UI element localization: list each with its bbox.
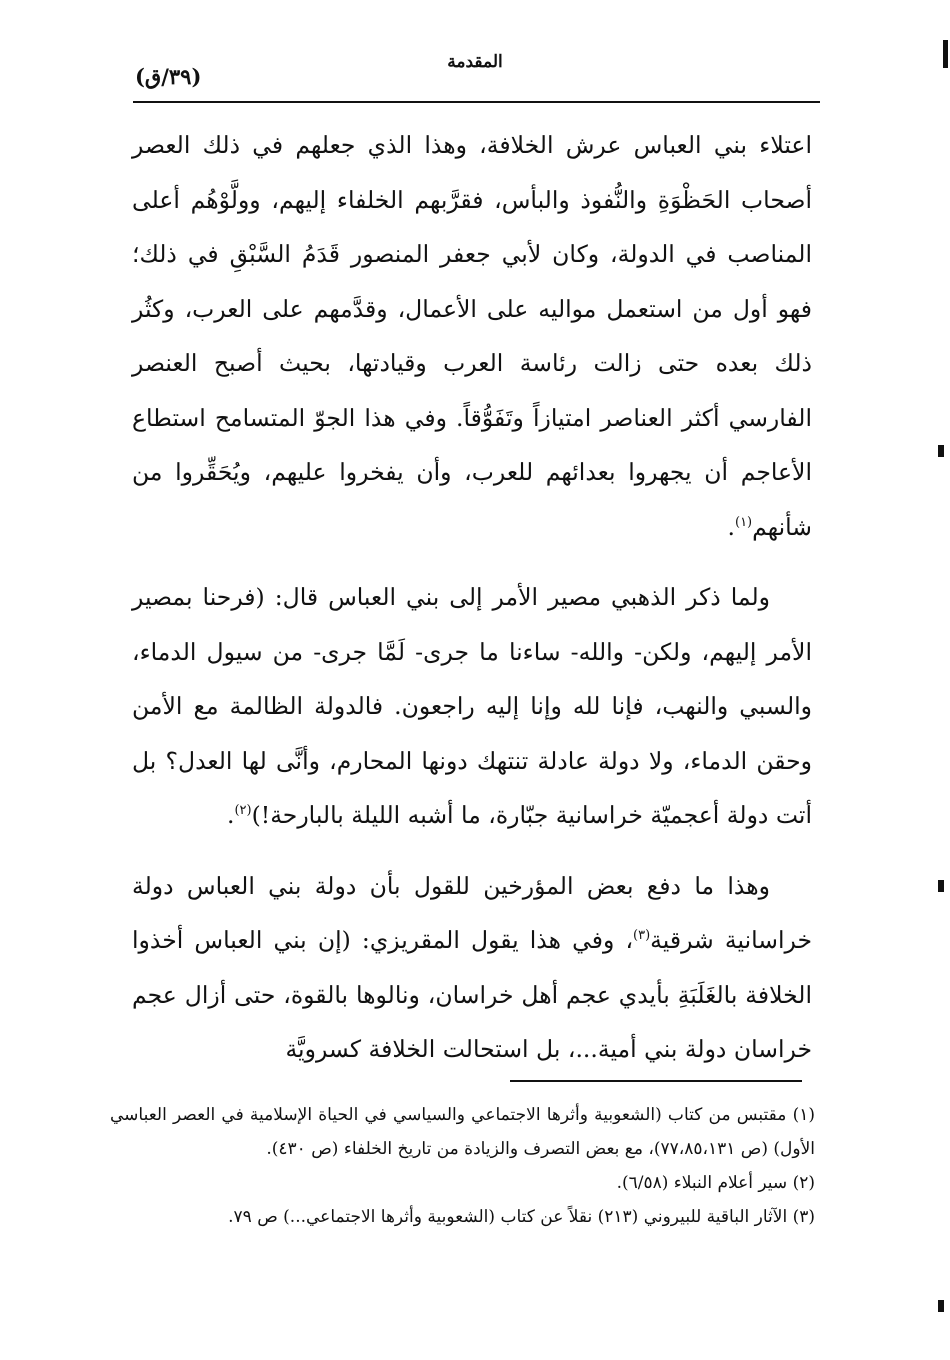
footnote-ref-2[interactable]: (٢) [234, 803, 252, 819]
footnote-divider [510, 1080, 802, 1082]
footnote-ref-3[interactable]: (٣) [633, 928, 651, 944]
scan-edge-mark [938, 1300, 944, 1312]
scan-edge-mark [938, 445, 944, 457]
paragraph-1-end: . [727, 512, 735, 541]
paragraph-1 [132, 118, 812, 554]
running-header-title: المقدمة [447, 52, 503, 72]
footnote-3: (٣) الآثار الباقية للبيروني (٢١٣) نقلاً عن كتاب (الشعوبية وأثرها الاجتماعي...) ص ٧٩. [228, 1207, 815, 1227]
manuscript-folio-reference: (٣٩/ق) [135, 64, 202, 89]
paragraph-1-text: اعتلاء بني العباس عرش الخلافة، وهذا الذي جعلهم في ذلك العصر أصحاب الحَظْوَةِ والنُّفوذ والبأس، فقرَّبهم الخلفاء إليهم، وولَّوْهُم أعلى المناصب في الدولة، وكان لأبي جعفر المنصور قَدَمُ السَّبْقِ في ذلك؛ فهو أول من استعمل مواليه على الأعمال، وقدَّمهم على العرب، وكثُر ذلك بعده حتى زالت رئاسة العرب وقيادتها، بحيث أصبح العنصر الفارسي أكثر العناصر امتيازاً وتَفَوُّقاً. وفي هذا الجوّ المتسامح استطاع الأعاجم أن يجهروا بعدائهم للعرب، وأن يفخروا عليهم، ويُحَقِّروا من شأنهم [132, 131, 812, 541]
scan-edge-mark [943, 40, 948, 68]
footnotes [110, 1098, 815, 1234]
paragraph-2-end: . [226, 801, 235, 829]
paragraph-2 [132, 570, 812, 843]
paragraph-3-text-a: وهذا ما دفع بعض المؤرخين للقول بأن دولة بني العباس دولة خراسانية شرقية [132, 871, 812, 954]
header-divider [133, 101, 820, 103]
footnote-ref-1[interactable]: (١) [734, 514, 753, 530]
footnote-2: (٢) سير أعلام النبلاء (٦/٥٨). [616, 1173, 815, 1193]
footnote-1: (١) مقتبس من كتاب (الشعوبية وأثرها الاجتماعي والسياسي في الحياة الإسلامية في العصر العباسي الأول) (ص ٧٧،٨٥،١٣١)، مع بعض التصرف والزيادة من تاريخ الخلفاء (ص ٤٣٠). [110, 1105, 815, 1159]
paragraph-3-text-b: ، وفي هذا يقول المقريزي: (إن بني العباس أخذوا الخلافة بالغَلَبَةِ بأيدي عجم أهل خراسان، ونالوها بالقوة، حتى أزال عجم خراسان دولة بني أمية...، بل استحالت الخلافة كسرويَّة [132, 926, 812, 1063]
scan-edge-mark [938, 880, 944, 892]
paragraph-2-text: ولما ذكر الذهبي مصير الأمر إلى بني العباس قال: (فرحنا بمصير الأمر إليهم، ولكن- والله- ساءنا ما جرى- لَمَّا جرى- من سيول الدماء، والسبي والنهب، فإنا لله وإنا إليه راجعون. فالدولة الظالمة مع الأمن وحقن الدماء، ولا دولة عادلة تنتهك دونها المحارم، وأنَّى لها العدل؟ بل أتت دولة أعجميّة خراسانية جبّارة، ما أشبه الليلة بالبارحة!) [132, 583, 812, 829]
paragraph-3 [132, 859, 812, 1077]
main-text [132, 118, 812, 1093]
